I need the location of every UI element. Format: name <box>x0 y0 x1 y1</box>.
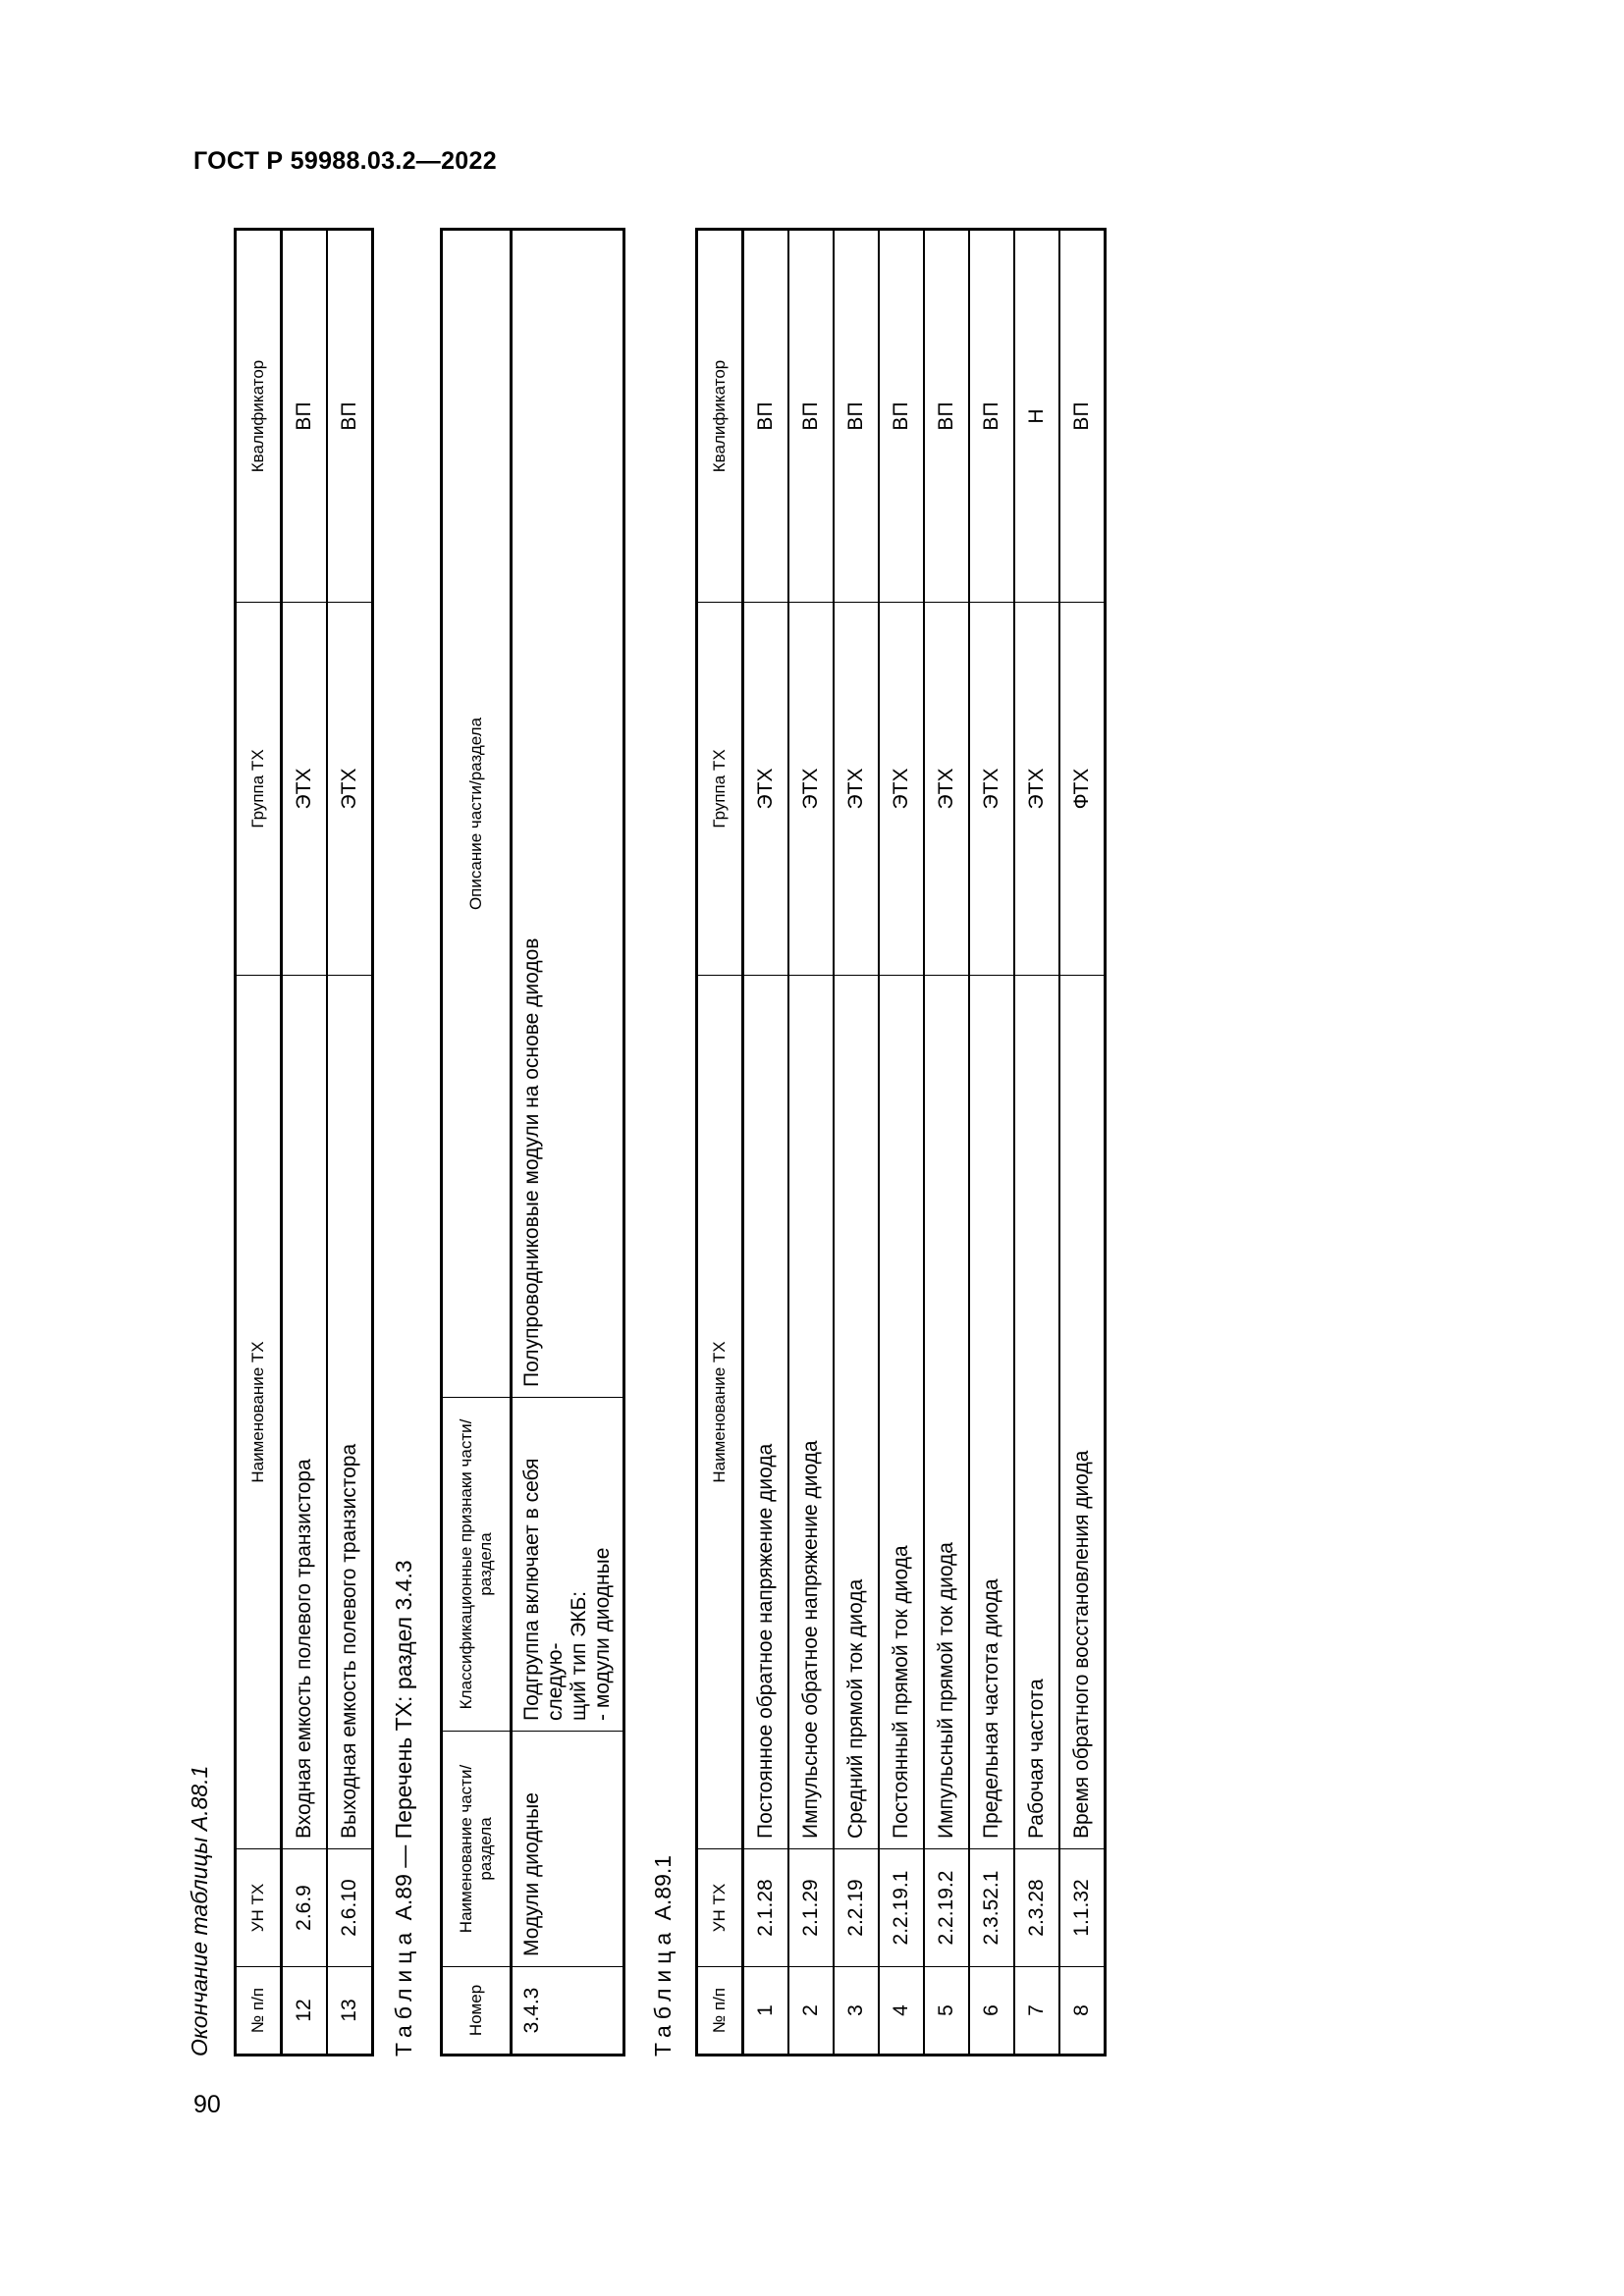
cell-name: Импульсное обратное напряжение диода <box>788 976 834 1849</box>
cell-group: ЭТХ <box>282 603 328 976</box>
table-row <box>743 230 789 2056</box>
cell-name: Входная емкость полевого транзистора <box>282 976 328 1849</box>
cell-code: 2.2.19.1 <box>879 1849 924 1967</box>
cell-name: Время обратного восстановления диода <box>1059 976 1106 1849</box>
page-number: 90 <box>193 2091 221 2118</box>
table-row <box>282 230 328 2056</box>
document-header: ГОСТ Р 59988.03.2—2022 <box>193 147 497 175</box>
cell-group: ЭТХ <box>1014 603 1059 976</box>
features-line: Подгруппа включает в себя следую- <box>520 1458 567 1721</box>
col-header-number: Номер <box>442 1967 512 2056</box>
cell-num: 3 <box>834 1967 879 2056</box>
table-row <box>969 230 1014 2056</box>
cell-code: 2.3.28 <box>1014 1849 1059 1967</box>
caption-a89 <box>391 1560 417 2056</box>
table-a89 <box>440 228 625 2056</box>
cell-num: 1 <box>743 1967 789 2056</box>
table-row <box>1014 230 1059 2056</box>
cell-qualifier: ВП <box>924 230 969 603</box>
caption-a891-prefix: Таблица <box>650 1926 676 2056</box>
cell-code: 2.6.9 <box>282 1849 328 1967</box>
cell-num: 13 <box>327 1967 373 2056</box>
cell-code: 2.1.28 <box>743 1849 789 1967</box>
cell-part-name: Модули диодные <box>512 1732 624 1967</box>
col-header-num: № п/п <box>697 1967 743 2056</box>
col-header-group: Группа ТХ <box>697 603 743 976</box>
cell-code: 2.2.19 <box>834 1849 879 1967</box>
cell-group: ЭТХ <box>969 603 1014 976</box>
cell-qualifier: ВП <box>834 230 879 603</box>
table-row <box>834 230 879 2056</box>
table-row <box>924 230 969 2056</box>
cell-code: 2.6.10 <box>327 1849 373 1967</box>
cell-group: ЭТХ <box>924 603 969 976</box>
col-header-qualifier: Квалификатор <box>236 230 282 603</box>
cell-name: Рабочая частота <box>1014 976 1059 1849</box>
cell-qualifier: ВП <box>788 230 834 603</box>
col-header-qualifier: Квалификатор <box>697 230 743 603</box>
col-header-description: Описание части/раздела <box>442 230 512 1398</box>
cell-name: Постоянное обратное напряжение диода <box>743 976 789 1849</box>
cell-num: 4 <box>879 1967 924 2056</box>
col-header-num: № п/п <box>236 1967 282 2056</box>
table-row <box>1059 230 1106 2056</box>
table-header-row <box>697 230 743 2056</box>
cell-group: ЭТХ <box>788 603 834 976</box>
cell-qualifier: ВП <box>969 230 1014 603</box>
cell-qualifier: ВП <box>327 230 373 603</box>
table-row <box>512 230 624 2056</box>
cell-group: ЭТХ <box>879 603 924 976</box>
cell-group: ЭТХ <box>834 603 879 976</box>
cell-num: 12 <box>282 1967 328 2056</box>
cell-code: 2.1.29 <box>788 1849 834 1967</box>
caption-a89-text: А.89 — Перечень ТХ: раздел 3.4.3 <box>391 1560 416 1921</box>
cell-number: 3.4.3 <box>512 1967 624 2056</box>
table-row <box>788 230 834 2056</box>
cell-qualifier: ВП <box>743 230 789 603</box>
cell-features <box>512 1398 624 1732</box>
cell-group: ЭТХ <box>327 603 373 976</box>
caption-a891 <box>650 1855 677 2056</box>
col-header-name: Наименование ТХ <box>236 976 282 1849</box>
cell-num: 7 <box>1014 1967 1059 2056</box>
cell-name: Постоянный прямой ток диода <box>879 976 924 1849</box>
cell-name: Средний прямой ток диода <box>834 976 879 1849</box>
caption-a88: Окончание таблицы А.88.1 <box>187 1765 212 2056</box>
cell-qualifier: Н <box>1014 230 1059 603</box>
landscape-content <box>187 231 1159 2056</box>
cell-name: Предельная частота диода <box>969 976 1014 1849</box>
cell-code: 1.1.32 <box>1059 1849 1106 1967</box>
features-line: - модули диодные <box>591 1547 614 1721</box>
cell-num: 6 <box>969 1967 1014 2056</box>
cell-name: Выходная емкость полевого транзистора <box>327 976 373 1849</box>
col-header-code: УН ТХ <box>697 1849 743 1967</box>
cell-qualifier: ВП <box>1059 230 1106 603</box>
cell-description: Полупроводниковые модули на основе диодов <box>512 230 624 1398</box>
col-header-name: Наименование ТХ <box>697 976 743 1849</box>
table-row <box>327 230 373 2056</box>
caption-a891-text: А.89.1 <box>650 1854 676 1921</box>
features-line: щий тип ЭКБ: <box>568 1590 590 1721</box>
table-header-row <box>442 230 512 2056</box>
table-header-row <box>236 230 282 2056</box>
cell-num: 8 <box>1059 1967 1106 2056</box>
cell-code: 2.3.52.1 <box>969 1849 1014 1967</box>
col-header-group: Группа ТХ <box>236 603 282 976</box>
cell-num: 5 <box>924 1967 969 2056</box>
col-header-code: УН ТХ <box>236 1849 282 1967</box>
cell-qualifier: ВП <box>282 230 328 603</box>
caption-a89-prefix: Таблица <box>391 1926 416 2056</box>
table-row <box>879 230 924 2056</box>
cell-num: 2 <box>788 1967 834 2056</box>
table-a891 <box>695 228 1107 2056</box>
cell-group: ФТХ <box>1059 603 1106 976</box>
cell-code: 2.2.19.2 <box>924 1849 969 1967</box>
cell-qualifier: ВП <box>879 230 924 603</box>
cell-group: ЭТХ <box>743 603 789 976</box>
cell-name: Импульсный прямой ток диода <box>924 976 969 1849</box>
table-a88 <box>234 228 374 2056</box>
col-header-features: Классификационные признаки части/ раздела <box>442 1398 512 1732</box>
col-header-part-name: Наименование части/ раздела <box>442 1732 512 1967</box>
